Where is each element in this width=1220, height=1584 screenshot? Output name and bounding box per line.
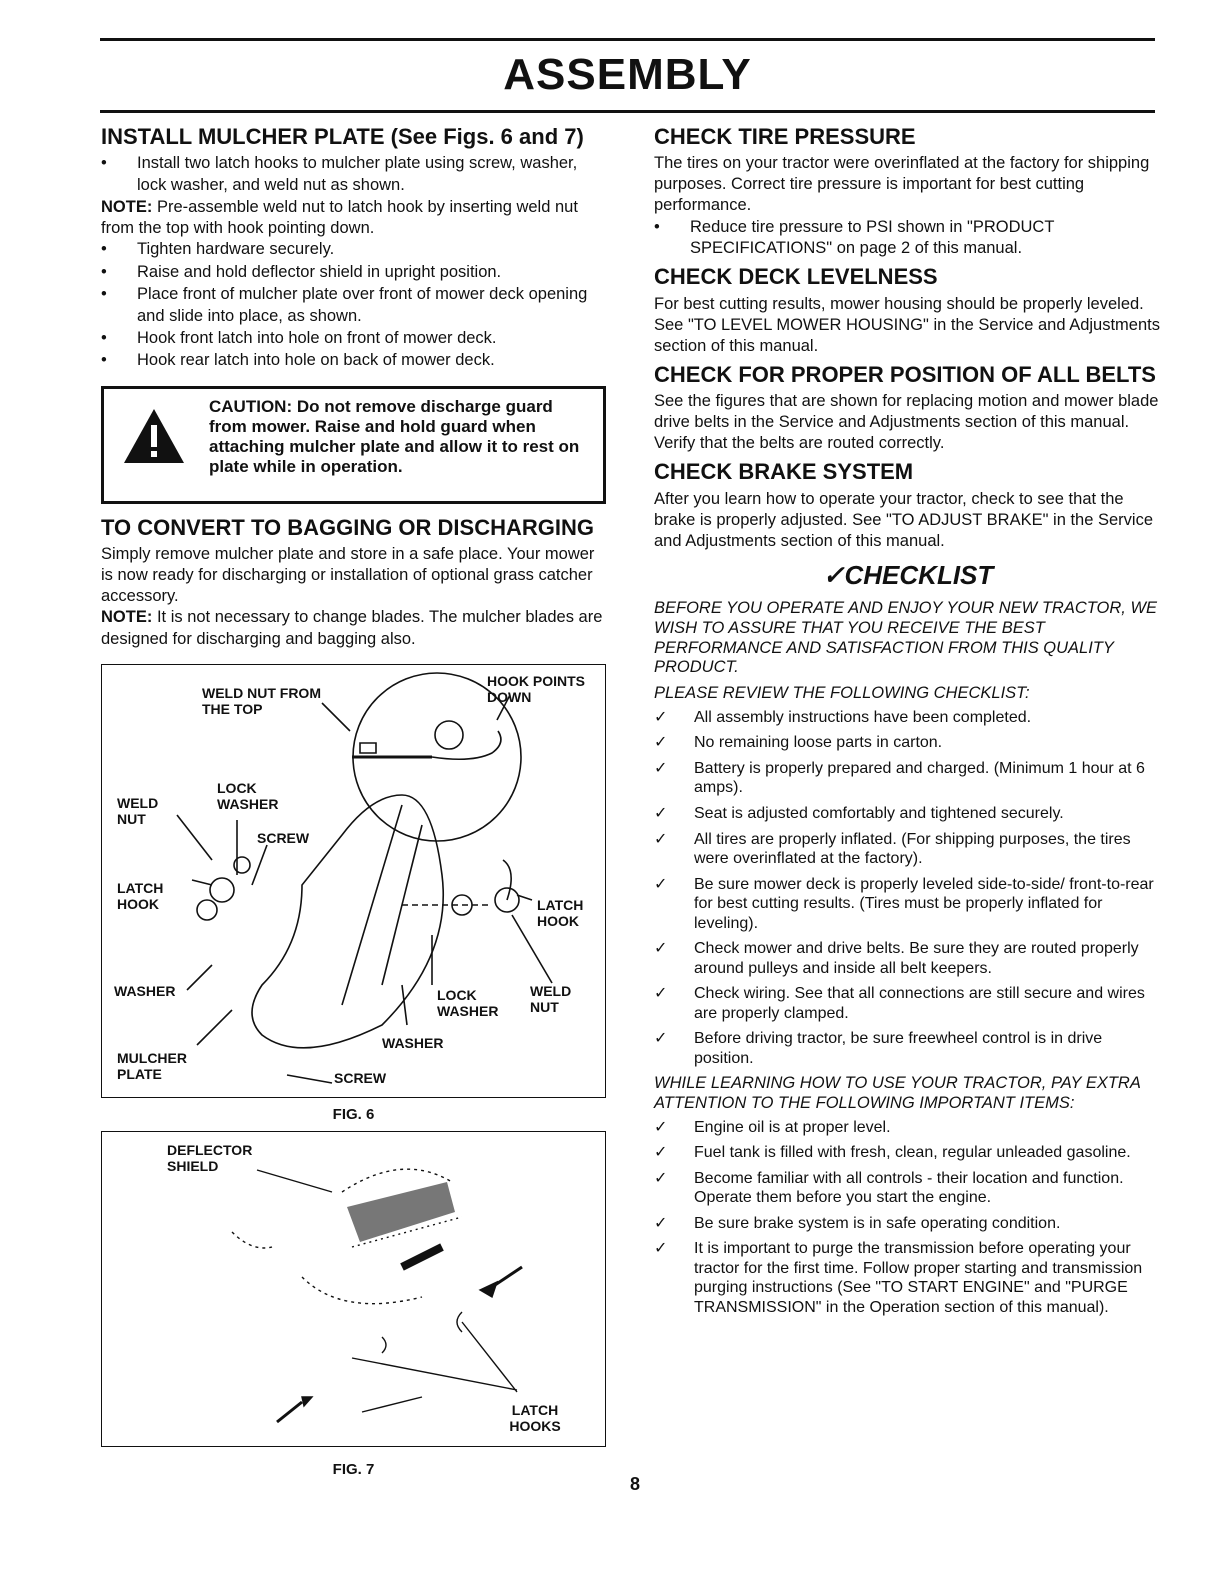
figure-7-caption: FIG. 7 (332, 1460, 375, 1478)
figure-6-caption: FIG. 6 (332, 1105, 375, 1123)
left-column (101, 125, 606, 1478)
fig6-label-lock-washer-right: LOCK WASHER (437, 986, 499, 1019)
convert-note (101, 607, 606, 649)
tire-body: The tires on your tractor were overinflated at the factory for shipping purposes. Correct tire pressure is important for best cutting performance. (654, 154, 1150, 215)
item-text: Check wiring. See that all connections are still secure and wires are properly clamped. (694, 985, 1145, 1022)
top-rule (100, 38, 1155, 41)
mulcher-bullets-a (101, 153, 606, 196)
list-item (654, 984, 1162, 1023)
fig6-label-latch-hook-right: LATCH HOOK (537, 896, 584, 929)
item-text: Be sure brake system is in safe operating condition. (694, 1214, 1061, 1232)
item-text: Battery is properly prepared and charged. (Minimum 1 hour at 6 amps). (694, 759, 1145, 797)
note-label: NOTE: (101, 608, 153, 627)
check-icon: ✓ (654, 1169, 668, 1187)
note-label: NOTE: (101, 198, 153, 217)
list-item (654, 708, 1162, 728)
item-text: Seat is adjusted comfortably and tightened securely. (694, 804, 1064, 822)
list-item: • Place front of mulcher plate over front of mower deck opening and slide into place, as shown. (101, 284, 606, 327)
list-item (654, 1143, 1162, 1163)
fig6-label-screw-bottom: SCREW (334, 1069, 387, 1086)
fig6-label-mulcher-plate: MULCHER PLATE (117, 1049, 187, 1082)
item-text: Be sure mower deck is properly leveled side-to-side/ front-to-rear for best cutting results. (Tires must be properly inflated for leveling). (694, 875, 1154, 932)
check-icon: ✓ (654, 1214, 668, 1232)
list-item: • Install two latch hooks to mulcher plate using screw, washer, lock washer, and weld nut as shown. (101, 153, 606, 196)
tire-bullets (654, 217, 1162, 260)
fig6-label-latch-hook: LATCH HOOK (117, 879, 164, 912)
check-icon: ✓ (654, 708, 668, 726)
check-icon: ✓ (654, 1118, 668, 1136)
list-item (654, 1239, 1162, 1317)
fig7-label-deflector: DEFLECTOR SHIELD (167, 1141, 253, 1174)
item-text: Engine oil is at proper level. (694, 1118, 891, 1136)
list-item: • Hook rear latch into hole on back of mower deck. (101, 350, 606, 371)
check-icon: ✓ (654, 1144, 668, 1162)
mulcher-heading: INSTALL MULCHER PLATE (See Figs. 6 and 7) (101, 124, 584, 149)
item-text: All assembly instructions have been completed. (694, 708, 1032, 726)
checklist-review: PLEASE REVIEW THE FOLLOWING CHECKLIST: (654, 684, 1030, 703)
list-item: • Tighten hardware securely. (101, 239, 606, 260)
list-item (654, 1169, 1162, 1208)
list-item: • Raise and hold deflector shield in upright position. (101, 262, 606, 283)
brake-body: After you learn how to operate your tractor, check to see that the brake is properly adjusted. See "TO ADJUST BRAKE" in the Service and Adjustments section of this manual. (654, 489, 1153, 550)
page-title: ASSEMBLY (503, 50, 752, 99)
list-item (654, 804, 1162, 824)
tire-heading: CHECK TIRE PRESSURE (654, 124, 916, 149)
deck-heading: CHECK DECK LEVELNESS (654, 264, 938, 290)
item-text: Before driving tractor, be sure freewheel control is in drive position. (694, 1030, 1103, 1067)
caution-text: CAUTION: Do not remove discharge guard from mower. Raise and hold guard when attaching mulcher plate and allow it to rest on plate while in operation. (209, 396, 580, 477)
mulcher-plate-diagram (102, 665, 607, 1097)
convert-body: Simply remove mulcher plate and store in a safe place. Your mower is now ready for discharging or installation of optional grass catcher accessory. (101, 545, 595, 606)
figure-6 (101, 664, 606, 1098)
right-column (654, 125, 1162, 1323)
fig6-label-weld-nut-top: WELD NUT FROM THE TOP (202, 684, 321, 717)
check-icon: ✓ (654, 759, 668, 777)
list-item (654, 1214, 1162, 1234)
mulcher-bullets-b (101, 239, 606, 372)
check-icon: ✓ (654, 985, 668, 1003)
checklist-intro: BEFORE YOU OPERATE AND ENJOY YOUR NEW TRACTOR, WE WISH TO ASSURE THAT YOU RECEIVE THE BEST PERFORMANCE AND SATISFACTION FROM THIS QUALITY PRODUCT. (654, 598, 1158, 677)
caution-box (101, 386, 606, 504)
mulcher-note (101, 197, 606, 239)
note-text: It is not necessary to change blades. The mulcher blades are designed for discharging and bagging also. (101, 608, 603, 648)
checklist-items-2 (654, 1118, 1162, 1318)
item-text: Fuel tank is filled with fresh, clean, regular unleaded gasoline. (694, 1144, 1131, 1162)
belts-heading: CHECK FOR PROPER POSITION OF ALL BELTS (654, 361, 1156, 387)
figure-7 (101, 1131, 606, 1447)
list-item: • Hook front latch into hole on front of mower deck. (101, 328, 606, 349)
list-item (654, 1029, 1162, 1068)
fig6-label-lock-washer: LOCK WASHER (217, 779, 279, 812)
check-icon: ✓ (654, 1240, 668, 1258)
check-icon: ✓ (654, 804, 668, 822)
fig6-label-washer: WASHER (114, 982, 176, 999)
list-item (654, 875, 1162, 934)
fig6-label-weld-nut-right: WELD NUT (530, 982, 572, 1015)
brake-heading: CHECK BRAKE SYSTEM (654, 459, 914, 485)
check-icon: ✓ (654, 940, 668, 958)
check-icon: ✓ (654, 875, 668, 893)
checklist-heading: ✓CHECKLIST (822, 559, 994, 590)
fig6-label-hook-points: HOOK POINTS DOWN (487, 672, 586, 705)
list-item: • Reduce tire pressure to PSI shown in "PRODUCT SPECIFICATIONS" on page 2 of this manual. (654, 217, 1162, 260)
check-icon: ✓ (654, 1030, 668, 1048)
fig6-label-screw: SCREW (257, 829, 310, 846)
fig6-label-weld-nut: WELD NUT (117, 794, 159, 827)
title-rule (100, 110, 1155, 113)
list-item (654, 759, 1162, 798)
item-text: Become familiar with all controls - their location and function. Operate them before you start the engine. (694, 1169, 1124, 1207)
item-text: Check mower and drive belts. Be sure they are routed properly around pulleys and inside all belt keepers. (694, 940, 1139, 977)
belts-body: See the figures that are shown for replacing motion and mower blade drive belts in the Service and Adjustments section of this manual. Verify that the belts are routed correctly. (654, 392, 1159, 453)
checklist-items (654, 708, 1162, 1068)
fig7-label-latch-hooks: LATCH HOOKS (509, 1401, 561, 1434)
warning-icon (122, 407, 186, 465)
note-text: Pre-assemble weld nut to latch hook by inserting weld nut from the top with hook pointing down. (101, 198, 578, 238)
convert-heading: TO CONVERT TO BAGGING OR DISCHARGING (101, 514, 594, 540)
list-item (654, 733, 1162, 753)
check-icon: ✓ (654, 734, 668, 752)
deck-body: For best cutting results, mower housing should be properly leveled. See "TO LEVEL MOWER HOUSING" in the Service and Adjustments section of this manual. (654, 294, 1160, 355)
deflector-shield-diagram (102, 1132, 607, 1446)
item-text: All tires are properly inflated. (For shipping purposes, the tires were overinflated at the factory). (694, 830, 1131, 868)
list-item (654, 1118, 1162, 1138)
checklist-while: WHILE LEARNING HOW TO USE YOUR TRACTOR, PAY EXTRA ATTENTION TO THE FOLLOWING IMPORTANT ITEMS: (654, 1074, 1141, 1112)
page-number: 8 (630, 1474, 641, 1494)
list-item (654, 939, 1162, 978)
check-icon: ✓ (654, 830, 668, 848)
item-text: It is important to purge the transmission before operating your tractor for the first time. Follow proper starting and transmission purging instructions (See "TO START ENGINE" and "PURGE TRANSMISSION" in the Operation section of this manual). (694, 1240, 1143, 1316)
fig6-label-washer-bottom: WASHER (382, 1034, 444, 1051)
item-text: No remaining loose parts in carton. (694, 734, 943, 752)
list-item (654, 830, 1162, 869)
